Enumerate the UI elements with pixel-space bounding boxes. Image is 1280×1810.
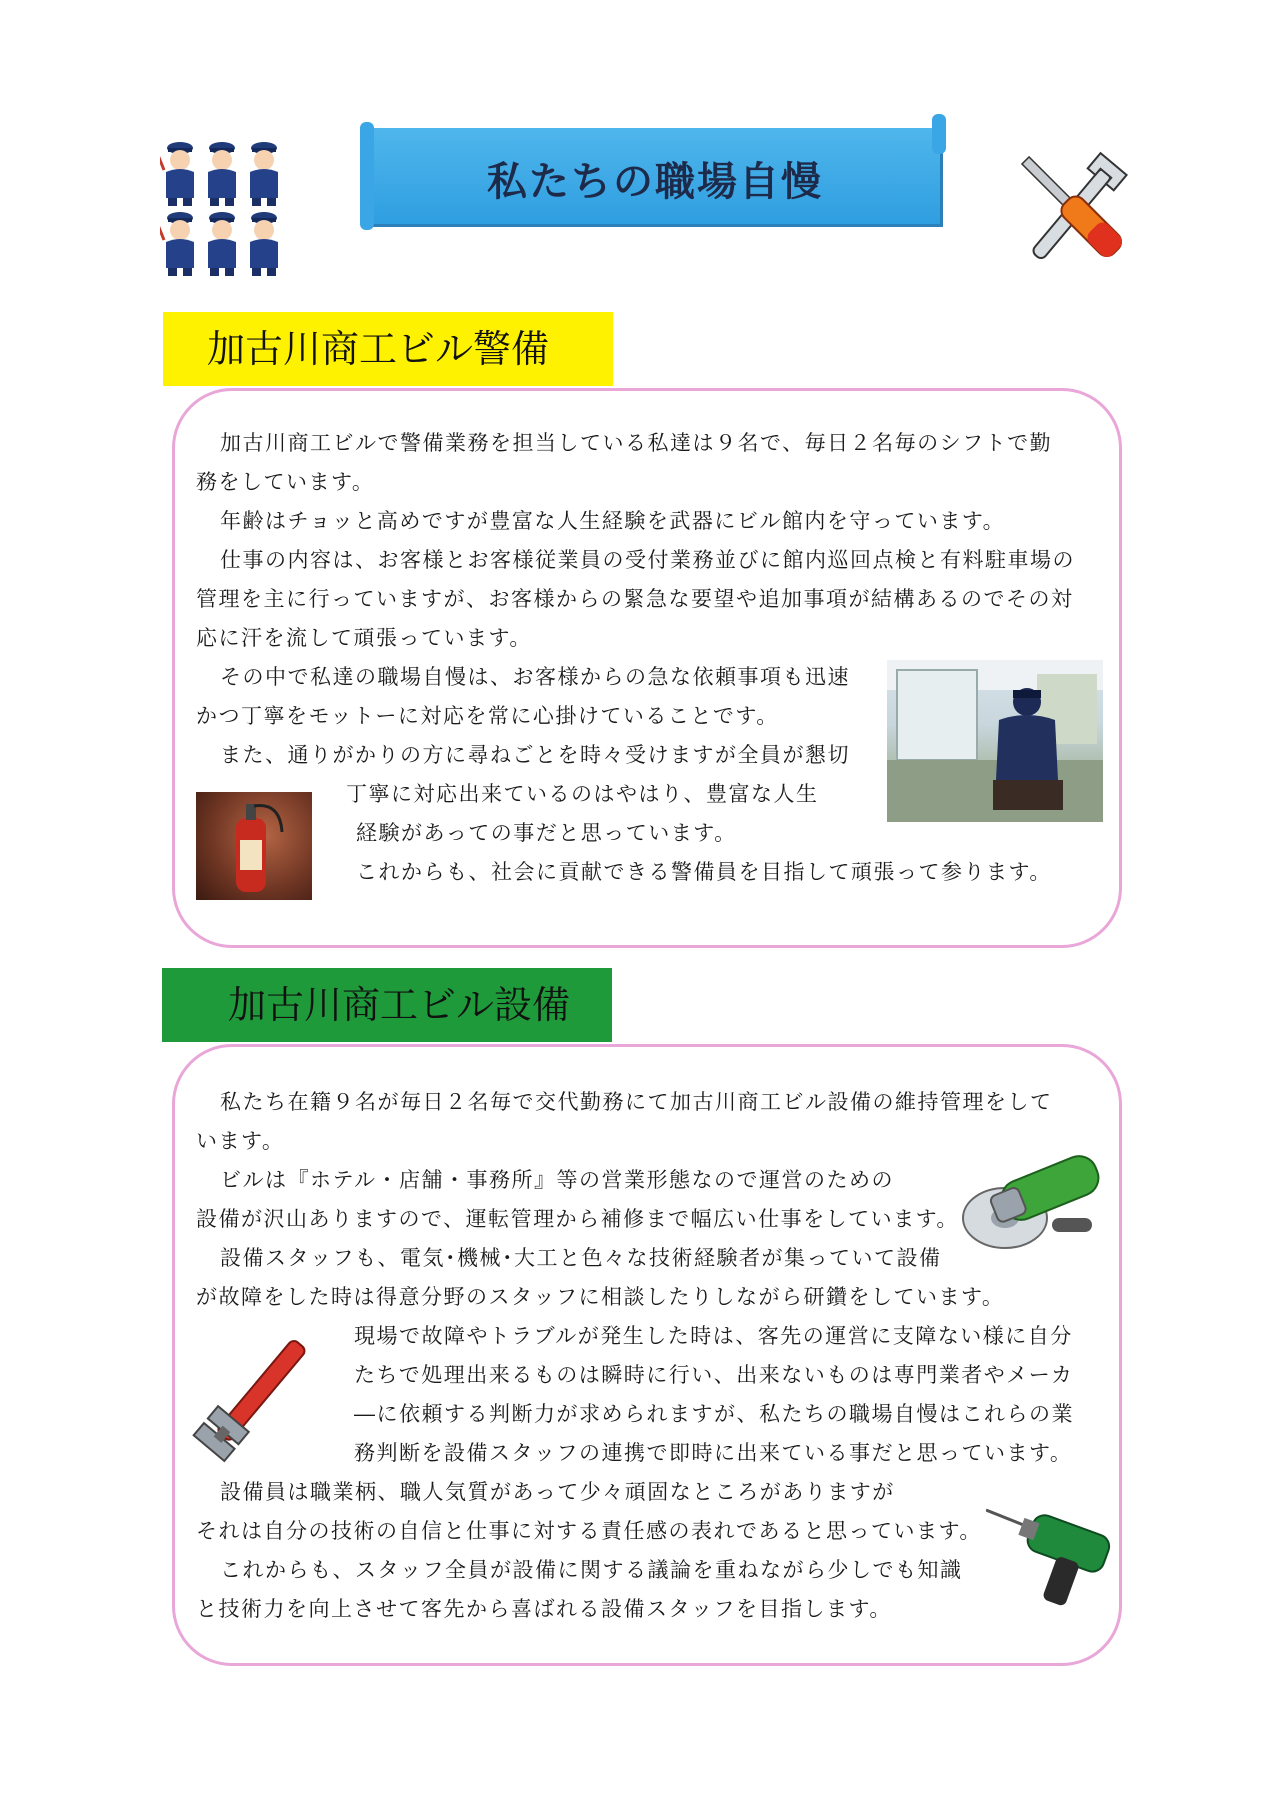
page-title-banner	[370, 128, 940, 224]
section-heading-facilities: 加古川商工ビル設備	[162, 968, 612, 1042]
facilities-text-line-11: 設備員は職業柄、職人気質があって少々頑固なところがありますが	[220, 1480, 895, 1504]
facilities-text-line-6: が故障をした時は得意分野のスタッフに相談したりしながら研鑽をしています。	[196, 1285, 1005, 1309]
section-heading-security: 加古川商工ビル警備	[163, 312, 613, 386]
facilities-text-line-5: 設備スタッフも、電気･機械･大工と色々な技術経験者が集っていて設備	[220, 1246, 942, 1270]
security-text-line-9: また、通りがかりの方に尋ねごとを時々受けますが全員が懇切	[220, 743, 850, 767]
security-text-line-3: 年齢はチョッと高めですが豊富な人生経験を武器にビル館内を守っています。	[220, 509, 1006, 533]
security-text-line-11: 経験があっての事だと思っています。	[356, 821, 737, 845]
power-drill-icon	[986, 1500, 1116, 1610]
security-text-line-12: これからも、社会に貢献できる警備員を目指して頑張って参ります。	[356, 860, 1052, 884]
facilities-text-line-14: と技術力を向上させて客先から喜ばれる設備スタッフを目指します。	[196, 1597, 892, 1621]
security-guards-icon	[160, 140, 290, 280]
facilities-text-line-12: それは自分の技術の自信と仕事に対する責任感の表れであると思っています。	[196, 1519, 982, 1543]
facilities-text-line-10: 務判断を設備スタッフの連携で即時に出来ている事だと思っています。	[354, 1441, 1073, 1465]
security-text-line-2: 務をしています。	[196, 470, 375, 494]
security-text-line-7: その中で私達の職場自慢は、お客様からの急な依頼事項も迅速	[220, 665, 850, 689]
facilities-text-line-7: 現場で故障やトラブルが発生した時は、客先の運営に支障ない様に自分	[354, 1324, 1073, 1348]
security-text-line-5: 管理を主に行っていますが、お客様からの緊急な要望や追加事項が結構あるのでその対	[196, 587, 1074, 611]
facilities-text-line-4: 設備が沢山ありますので、運転管理から補修まで幅広い仕事をしています。	[196, 1207, 959, 1231]
facilities-text-line-9: ―に依頼する判断力が求められますが、私たちの職場自慢はこれらの業	[354, 1402, 1074, 1426]
angle-grinder-icon	[960, 1138, 1110, 1258]
page-title: 私たちの職場自慢	[487, 159, 823, 205]
facilities-text-line-13: これからも、スタッフ全員が設備に関する議論を重ねながら少しでも知識	[220, 1558, 963, 1582]
guard-at-desk-photo	[887, 660, 1103, 822]
fire-extinguisher-photo	[196, 792, 312, 900]
pipe-wrench-icon	[190, 1318, 320, 1478]
facilities-text-line-3: ビルは『ホテル・店舗・事務所』等の営業形態なので運営のための	[220, 1168, 894, 1192]
facilities-text-line-8: たちで処理出来るものは瞬時に行い、出来ないものは専門業者やメーカ	[354, 1363, 1074, 1387]
wrench-screwdriver-icon	[1000, 140, 1150, 280]
facilities-text-line-1: 私たち在籍９名が毎日２名毎で交代勤務にて加古川商工ビル設備の維持管理をして	[220, 1090, 1053, 1114]
security-text-line-8: かつ丁寧をモットーに対応を常に心掛けていることです。	[196, 704, 779, 728]
facilities-text-line-2: います。	[196, 1129, 285, 1153]
security-text-line-10: 丁寧に対応出来ているのはやはり、豊富な人生	[346, 782, 819, 806]
security-text-line-4: 仕事の内容は、お客様とお客様従業員の受付業務並びに館内巡回点検と有料駐車場の	[220, 548, 1075, 572]
security-text-line-6: 応に汗を流して頑張っています。	[196, 626, 532, 650]
security-text-line-1: 加古川商工ビルで警備業務を担当している私達は９名で、毎日２名毎のシフトで勤	[220, 431, 1053, 455]
